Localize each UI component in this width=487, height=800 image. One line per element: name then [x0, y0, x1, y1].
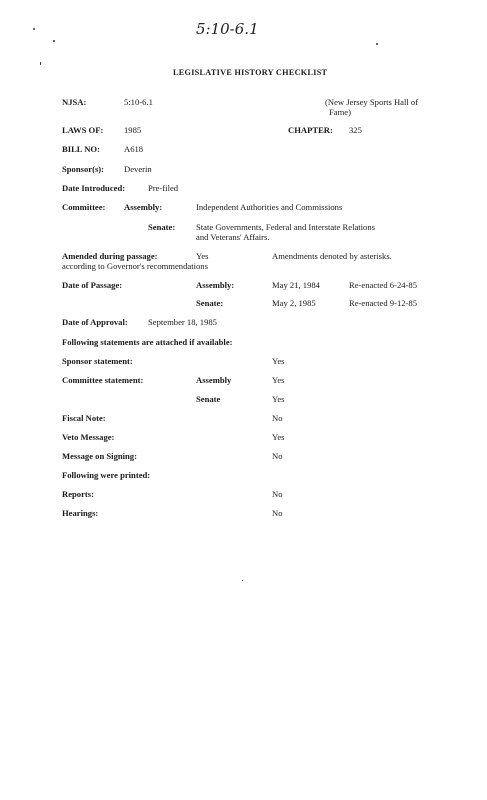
bill-no-value: A618 [124, 144, 144, 154]
date-introduced-label: Date Introduced: [62, 183, 126, 193]
scan-speck [53, 40, 55, 42]
committee-statement-assembly-label: Assembly [196, 375, 232, 385]
scan-speck [242, 580, 243, 581]
veto-message-value: Yes [272, 432, 285, 442]
amended-value: Yes [196, 251, 209, 261]
passage-senate-reenacted: Re-enacted 9-12-85 [349, 298, 418, 308]
passage-assembly-reenacted: Re-enacted 6-24-85 [349, 280, 418, 290]
hearings-value: No [272, 508, 283, 518]
reports-label: Reports: [62, 489, 94, 499]
committee-statement-label: Committee statement: [62, 375, 144, 385]
passage-assembly-date: May 21, 1984 [272, 280, 320, 290]
date-of-approval-label: Date of Approval: [62, 317, 128, 327]
njsa-note-line1: (New Jersey Sports Hall of [325, 97, 419, 107]
message-on-signing-value: No [272, 451, 283, 461]
reports-value: No [272, 489, 283, 499]
page-title: LEGISLATIVE HISTORY CHECKLIST [173, 68, 328, 77]
hearings-label: Hearings: [62, 508, 99, 518]
njsa-label: NJSA: [62, 97, 87, 107]
scan-speck [33, 28, 35, 30]
sponsor-statement-label: Sponsor statement: [62, 356, 133, 366]
chapter-label: CHAPTER: [288, 125, 333, 135]
amended-note: Amendments denoted by asterisks. [272, 251, 392, 261]
date-introduced-value: Pre-filed [148, 183, 179, 193]
committee-label: Committee: [62, 202, 106, 212]
passage-senate-label: Senate: [196, 298, 224, 308]
committee-statement-assembly-value: Yes [272, 375, 285, 385]
bill-no-label: BILL NO: [62, 144, 100, 154]
committee-senate-value-line2: and Veterans' Affairs. [196, 232, 270, 242]
committee-assembly-value: Independent Authorities and Commissions [196, 202, 343, 212]
laws-of-value: 1985 [124, 125, 142, 135]
laws-of-label: LAWS OF: [62, 125, 104, 135]
njsa-value: 5:10-6.1 [124, 97, 153, 107]
handwritten-number: 5:10-6.1 [196, 20, 259, 38]
date-of-passage-label: Date of Passage: [62, 280, 123, 290]
scan-speck [40, 62, 41, 65]
sponsor-statement-value: Yes [272, 356, 285, 366]
scan-speck [376, 43, 378, 45]
sponsors-label: Sponsor(s): [62, 164, 105, 174]
message-on-signing-label: Message on Signing: [62, 451, 137, 461]
committee-senate-value-line1: State Governments, Federal and Interstate Relations [196, 222, 375, 232]
committee-statement-senate-value: Yes [272, 394, 285, 404]
committee-statement-senate-label: Senate [196, 394, 221, 404]
following-statements-heading: Following statements are attached if available: [62, 337, 233, 347]
njsa-note-line2: Fame) [329, 107, 351, 117]
veto-message-label: Veto Message: [62, 432, 115, 442]
committee-senate-label: Senate: [148, 222, 176, 232]
chapter-value: 325 [349, 125, 362, 135]
fiscal-note-value: No [272, 413, 283, 423]
following-printed-heading: Following were printed: [62, 470, 151, 480]
passage-assembly-label: Assembly: [196, 280, 235, 290]
sponsors-value: Deverin [124, 164, 152, 174]
fiscal-note-label: Fiscal Note: [62, 413, 106, 423]
committee-assembly-label: Assembly: [124, 202, 163, 212]
passage-senate-date: May 2, 1985 [272, 298, 316, 308]
date-of-approval-value: September 18, 1985 [148, 317, 217, 327]
amended-sub: according to Governor's recommendations [62, 261, 208, 271]
amended-label: Amended during passage: [62, 251, 158, 261]
